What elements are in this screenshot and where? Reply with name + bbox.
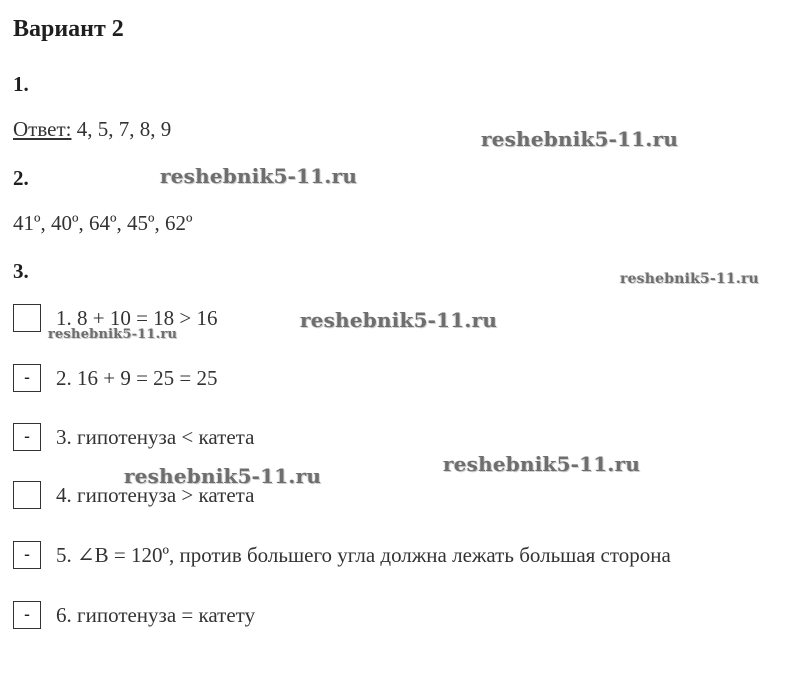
item-4-text: 4. гипотенуза > катета xyxy=(56,483,255,507)
checkbox-item-6[interactable]: - xyxy=(13,601,41,629)
checkbox-item-3[interactable]: - xyxy=(13,423,41,451)
watermark: reshebnik5-11.ru xyxy=(48,327,178,342)
watermark: reshebnik5-11.ru xyxy=(481,127,679,151)
watermark: reshebnik5-11.ru xyxy=(620,271,759,287)
watermark: reshebnik5-11.ru xyxy=(300,308,498,332)
question-1-number: 1. xyxy=(13,72,29,96)
question-3-number: 3. xyxy=(13,259,29,283)
item-6-text: 6. гипотенуза = катету xyxy=(56,603,256,627)
item-3-text: 3. гипотенуза < катета xyxy=(56,425,255,449)
question-2-answer: 41º, 40º, 64º, 45º, 62º xyxy=(13,211,193,235)
item-2-text: 2. 16 + 9 = 25 = 25 xyxy=(56,366,218,390)
watermark: reshebnik5-11.ru xyxy=(443,452,641,476)
checkbox-item-5[interactable]: - xyxy=(13,541,41,569)
item-1-text: 1. 8 + 10 = 18 > 16 xyxy=(56,306,218,330)
watermark: reshebnik5-11.ru xyxy=(160,164,358,188)
answer-label: Ответ: xyxy=(13,117,72,141)
page-title: Вариант 2 xyxy=(13,16,124,42)
question-1-answer xyxy=(13,117,171,142)
checkbox-item-1[interactable] xyxy=(13,304,41,332)
checkbox-item-4[interactable] xyxy=(13,481,41,509)
checkbox-item-2[interactable]: - xyxy=(13,364,41,392)
item-5-text: 5. ∠B = 120º, против большего угла должна лежать большая сторона xyxy=(56,543,671,567)
question-2-number: 2. xyxy=(13,166,29,190)
watermark: reshebnik5-11.ru xyxy=(124,464,322,488)
answer-value: 4, 5, 7, 8, 9 xyxy=(71,117,172,141)
